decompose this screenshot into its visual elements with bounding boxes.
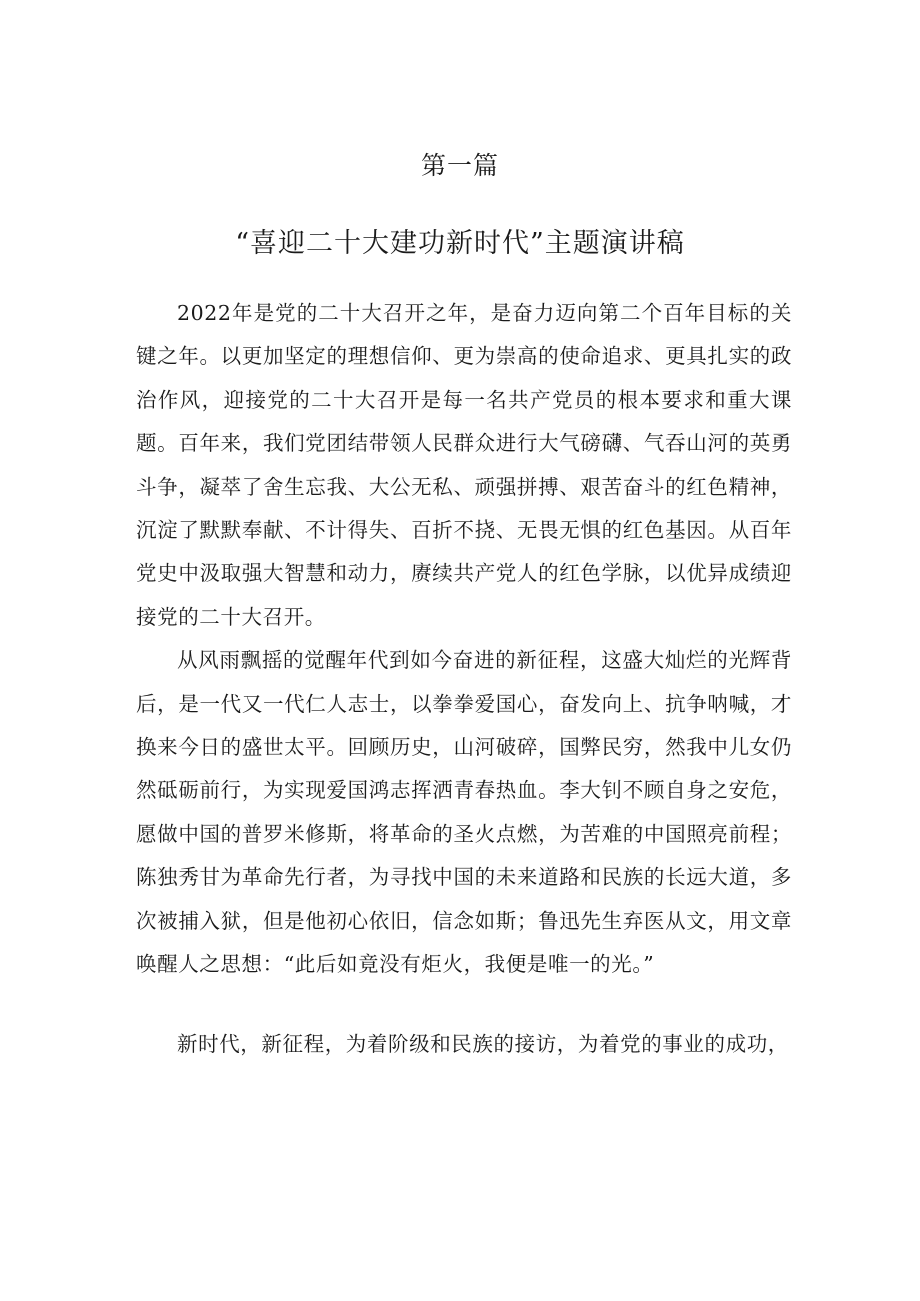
paragraph-1: 2022年是党的二十大召开之年，是奋力迈向第二个百年目标的关键之年。以更加坚定的理想信仰、更为崇高的使命追求、更具扎实的政治作风，迎接党的二十大召开是每一名共产党员的根本要求和重大课题。百年来，我们党团结带领人民群众进行大气磅礴、气吞山河的英勇斗争，凝萃了舍生忘我、大公无私、顽强拼搏、艰苦奋斗的红色精神，沉淀了默默奉献、不计得失、百折不挠、无畏无惧的红色基因。从百年党史中汲取强大智慧和动力，赓续共产党人的红色学脉，以优异成绩迎接党的二十大召开。: [136, 301, 792, 629]
section-label: 第一篇: [420, 151, 499, 180]
document-body: [136, 292, 792, 1066]
paragraph-2: 从风雨飘摇的觉醒年代到如今奋进的新征程，这盛大灿烂的光辉背后，是一代又一代仁人志士，以拳拳爱国心，奋发向上、抗争呐喊，才换来今日的盛世太平。回顾历史，山河破碎，国弊民穷，然我中儿女仍然砥砺前行，为实现爱国鸿志挥洒青春热血。李大钊不顾自身之安危，愿做中国的普罗米修斯，将革命的圣火点燃，为苦难的中国照亮前程；陈独秀甘为革命先行者，为寻找中国的未来道路和民族的长远大道，多次被捕入狱，但是他初心依旧，信念如斯；鲁迅先生弃医从文，用文章唤醒人之思想：“此后如竟没有炬火，我便是唯一的光。”: [136, 648, 792, 977]
paragraph-3: 新时代，新征程，为着阶级和民族的接访，为着党的事业的成功，: [177, 1031, 789, 1056]
document-title: “喜迎二十大建功新时代”主题演讲稿: [235, 228, 685, 259]
